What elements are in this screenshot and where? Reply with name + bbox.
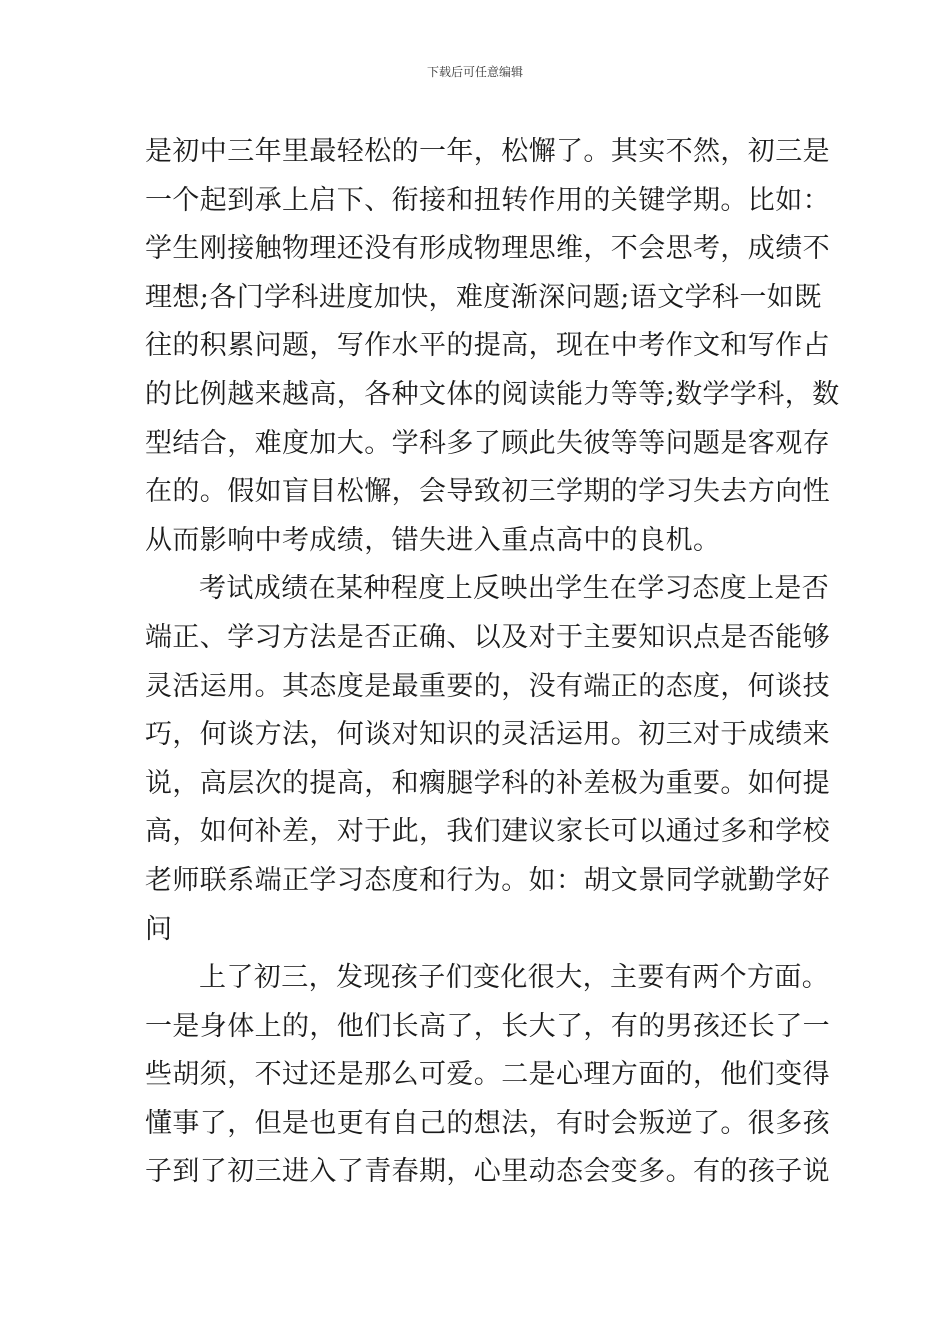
paragraph-1: [145, 128, 840, 565]
text-line: 巧，何谈方法，何谈对知识的灵活运用。初三对于成绩来: [145, 719, 830, 751]
text-line: 上了初三，发现孩子们变化很大，主要有两个方面。: [199, 962, 830, 994]
text-line: 从而影响中考成绩，错失进入重点高中的良机。: [145, 524, 721, 556]
page-header: 下载后可任意编辑: [426, 65, 523, 79]
text-line: 说，高层次的提高，和瘸腿学科的补差极为重要。如何提: [145, 767, 830, 799]
text-line: 一是身体上的，他们长高了，长大了，有的男孩还长了一: [145, 1010, 830, 1042]
text-line: 子到了初三进入了青春期，心里动态会变多。有的孩子说: [145, 1156, 830, 1188]
text-line: 懂事了，但是也更有自己的想法，有时会叛逆了。很多孩: [145, 1107, 830, 1139]
text-line: 一个起到承上启下、衔接和扭转作用的关键学期。比如：: [145, 184, 830, 216]
text-line: 理想;各门学科进度加快，难度渐深问题;语文学科一如既: [145, 281, 822, 313]
document-body: [145, 128, 840, 1197]
text-line: 往的积累问题，写作水平的提高，现在中考作文和写作占: [145, 330, 830, 362]
text-line: 是初中三年里最轻松的一年，松懈了。其实不然，初三是: [145, 136, 830, 167]
text-line: 在的。假如盲目松懈，会导致初三学期的学习失去方向性: [145, 476, 830, 508]
text-line: 高，如何补差，对于此，我们建议家长可以通过多和学校: [145, 816, 830, 848]
paragraph-3: [145, 954, 830, 1197]
text-line: 考试成绩在某种程度上反映出学生在学习态度上是否: [199, 573, 830, 605]
paragraph-2: [145, 565, 830, 954]
text-line: 型结合，难度加大。学科多了顾此失彼等等问题是客观存: [145, 427, 830, 459]
text-line: 问: [145, 913, 173, 945]
text-line: 的比例越来越高，各种文体的阅读能力等等;数学学科，数: [145, 378, 840, 410]
text-line: 灵活运用。其态度是最重要的，没有端正的态度，何谈技: [145, 670, 830, 702]
text-line: 老师联系端正学习态度和行为。如：胡文景同学就勤学好: [145, 864, 830, 896]
text-line: 端正、学习方法是否正确、以及对于主要知识点是否能够: [145, 621, 830, 653]
text-line: 些胡须，不过还是那么可爱。二是心理方面的，他们变得: [145, 1059, 830, 1091]
text-line: 学生刚接触物理还没有形成物理思维，不会思考，成绩不: [145, 233, 830, 265]
